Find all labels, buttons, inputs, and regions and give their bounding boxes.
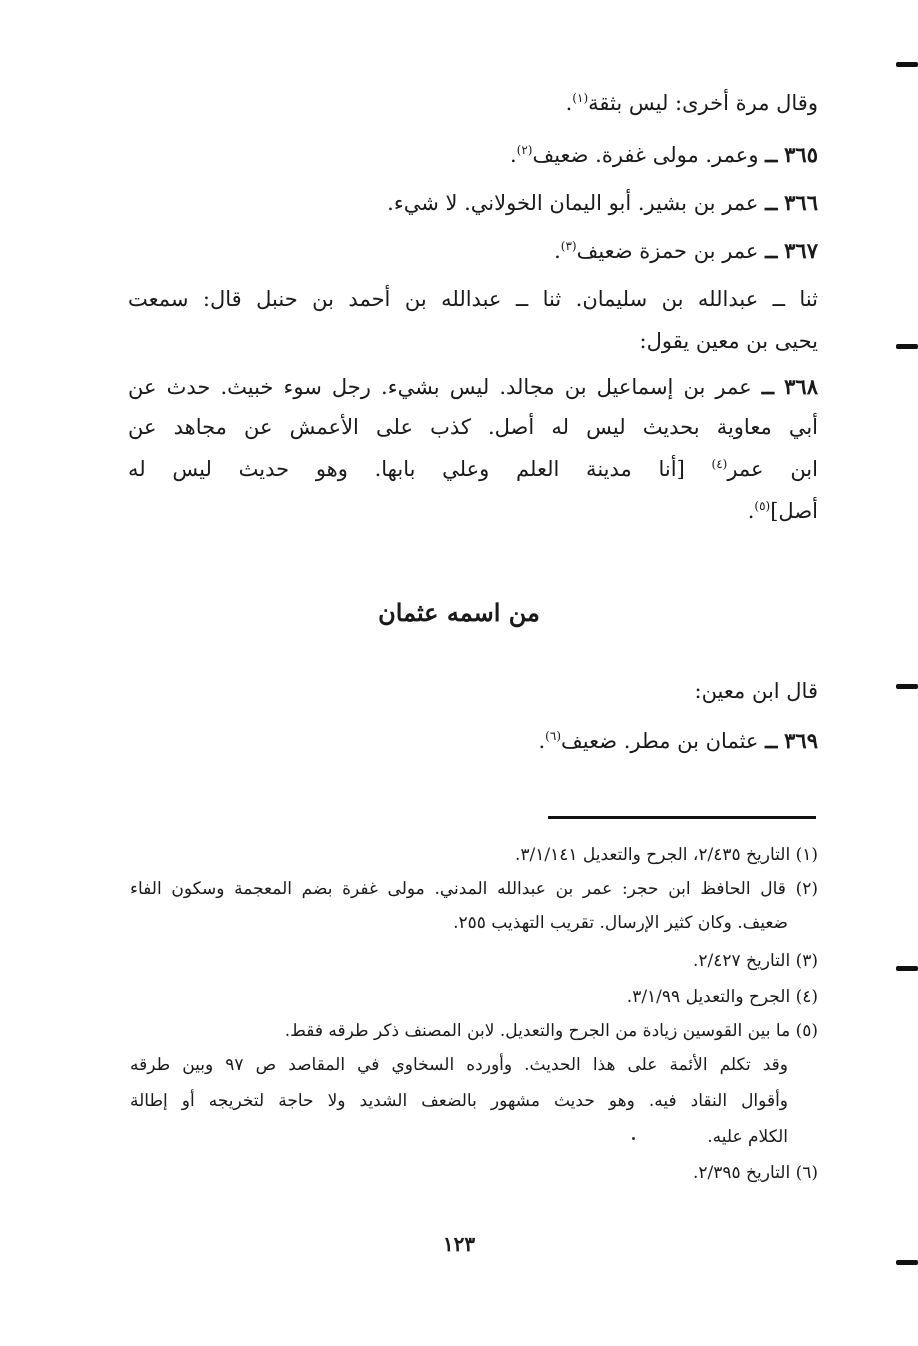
scan-speck xyxy=(632,1137,635,1140)
margin-mark xyxy=(896,966,918,971)
entry-368-line-2: أبي معاوية بحديث ليس له أصل. كذب على الأعمش عن مجاهد عن xyxy=(128,415,818,439)
entry-368-text-1: عمر بن إسماعيل بن مجالد. ليس بشيء. رجل سوء خبيث. حدث عن xyxy=(128,375,752,399)
page-number: ١٢٣ xyxy=(442,1232,476,1256)
footnote-ref-1: (١) xyxy=(572,91,589,105)
entry-368-text-3a: ابن عمر xyxy=(727,457,818,481)
entry-369-end: . xyxy=(538,729,546,753)
footnote-ref-4: (٤) xyxy=(711,457,728,471)
entry-365-number: ٣٦٥ xyxy=(784,142,818,167)
margin-mark xyxy=(896,1260,918,1265)
footnote-5-line-1: (٥) ما بين القوسين زيادة من الجرح والتعديل. لابن المصنف ذكر طرقه فقط. xyxy=(284,1021,818,1041)
entry-365-end: . xyxy=(509,143,517,167)
entry-368-text-4: أصل] xyxy=(770,499,818,523)
entry-368-line-4 xyxy=(748,496,818,526)
entry-368-line-1 xyxy=(128,372,818,402)
footnote-3: (٣) التاريخ ٢/٤٢٧. xyxy=(692,951,818,971)
entry-366-number: ٣٦٦ xyxy=(784,190,818,215)
entry-365-text: وعمر. مولى غفرة. ضعيف xyxy=(532,143,759,167)
entry-368-text-3b: [أنا مدينة العلم وعلي بابها. وهو حديث ليس له xyxy=(128,457,712,481)
entry-369-number: ٣٦٩ xyxy=(784,728,818,753)
entry-366 xyxy=(387,188,818,218)
entry-367 xyxy=(554,236,818,266)
entry-366-dash: ــ xyxy=(765,190,778,215)
isnad-line-2: يحيى بن معين يقول: xyxy=(639,329,818,353)
entry-367-end: . xyxy=(554,239,561,263)
entry-365-dash: ــ xyxy=(765,142,778,167)
section-heading: من اسمه عثمان xyxy=(378,598,540,627)
footnote-2-line-2: ضعيف. وكان كثير الإرسال. تقريب التهذيب ٢٥٥. xyxy=(453,913,788,933)
footnote-4: (٤) الجرح والتعديل ٣/١/٩٩. xyxy=(626,987,818,1007)
entry-369-text: عثمان بن مطر. ضعيف xyxy=(561,729,759,753)
entry-366-text: عمر بن بشير. أبو اليمان الخولاني. لا شيء. xyxy=(387,191,759,215)
entry-368-end: . xyxy=(747,499,755,523)
entry-368-dash: ــ xyxy=(761,374,775,399)
entry-367-text: عمر بن حمزة ضعيف xyxy=(576,239,759,263)
margin-mark xyxy=(896,684,918,689)
footnote-6: (٦) التاريخ ٢/٣٩٥. xyxy=(692,1163,818,1183)
margin-mark xyxy=(896,62,918,67)
footnote-2-line-1: (٢) قال الحافظ ابن حجر: عمر بن عبدالله المدني. مولى غفرة بضم المعجمة وسكون الفاء xyxy=(130,879,818,899)
footnote-5-line-2: وقد تكلم الأئمة على هذا الحديث. وأورده السخاوي في المقاصد ص ٩٧ وبين طرقه xyxy=(130,1055,788,1075)
footnote-separator xyxy=(548,816,816,819)
entry-369 xyxy=(538,726,818,756)
footnote-5-line-3: وأقوال النقاد فيه. وهو حديث مشهور بالضعف الشديد ولا حاجة لتخريجه أو إطالة xyxy=(130,1091,788,1111)
entry-365 xyxy=(510,140,818,170)
entry-367-number: ٣٦٧ xyxy=(784,238,818,263)
footnote-ref-3: (٣) xyxy=(560,239,577,253)
entry-368-line-3 xyxy=(128,454,818,484)
entry-367-dash: ــ xyxy=(765,238,778,263)
footnote-5-line-4: الكلام عليه. xyxy=(707,1127,788,1147)
body-line-1-end: . xyxy=(565,91,573,115)
section-intro: قال ابن معين: xyxy=(694,679,818,703)
footnote-ref-6: (٦) xyxy=(545,729,561,743)
footnote-1: (١) التاريخ ٢/٤٣٥، الجرح والتعديل ٣/١/١٤١. xyxy=(514,845,818,865)
body-line-1 xyxy=(566,88,818,118)
entry-369-dash: ــ xyxy=(765,728,778,753)
entry-368-number: ٣٦٨ xyxy=(784,374,818,399)
body-line-1-text: وقال مرة أخرى: ليس بثقة xyxy=(588,91,818,115)
footnote-ref-5: (٥) xyxy=(754,499,771,513)
margin-mark xyxy=(896,344,918,349)
isnad-line-1: ثنا ــ عبدالله بن سليمان. ثنا ــ عبدالله بن أحمد بن حنبل قال: سمعت xyxy=(128,287,818,311)
footnote-ref-2: (٢) xyxy=(516,143,533,157)
